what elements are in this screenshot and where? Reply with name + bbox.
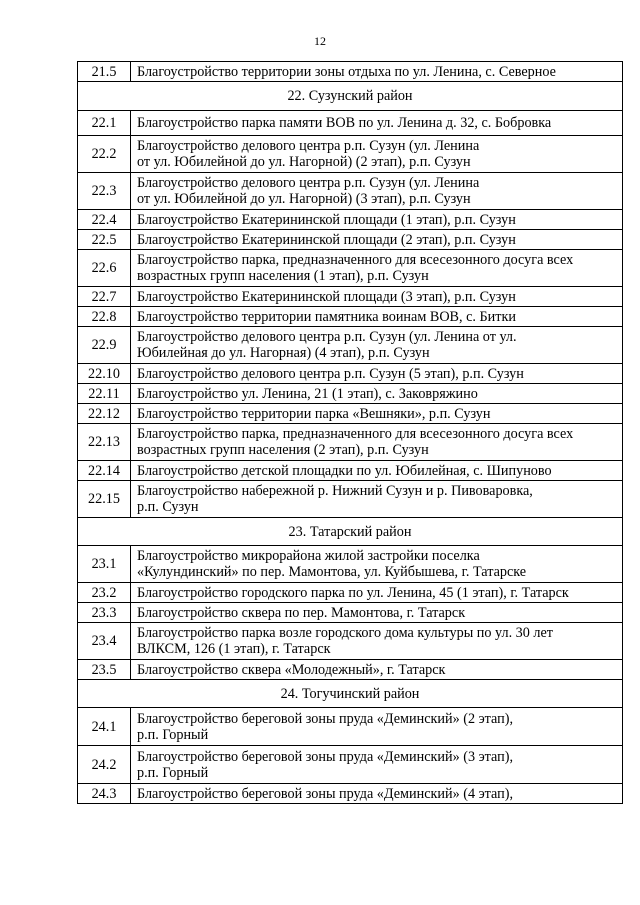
table-row <box>78 307 623 327</box>
table-row <box>78 230 623 250</box>
table-row <box>78 250 623 287</box>
item-number: 23.4 <box>78 623 131 660</box>
item-description: Благоустройство ул. Ленина, 21 (1 этап), с. Заковряжино <box>131 384 623 404</box>
item-description: Благоустройство микрорайона жилой застройки поселка «Кулундинский» по пер. Мамонтова, ул. Куйбышева, г. Татарске <box>131 546 623 583</box>
table-row <box>78 481 623 518</box>
item-number: 22.13 <box>78 424 131 461</box>
item-number: 22.14 <box>78 461 131 481</box>
item-number: 21.5 <box>78 62 131 82</box>
table-row <box>78 136 623 173</box>
table-row <box>78 546 623 583</box>
item-description: Благоустройство делового центра р.п. Сузун (ул. Ленина от ул. Юбилейная до ул. Нагорная) (4 этап), р.п. Сузун <box>131 327 623 364</box>
item-description: Благоустройство территории парка «Вешняки», р.п. Сузун <box>131 404 623 424</box>
item-description: Благоустройство набережной р. Нижний Сузун и р. Пивоваровка, р.п. Сузун <box>131 481 623 518</box>
item-number: 23.3 <box>78 603 131 623</box>
item-number: 22.2 <box>78 136 131 173</box>
item-number: 23.1 <box>78 546 131 583</box>
section-title: 24. Тогучинский район <box>78 680 623 708</box>
item-description: Благоустройство делового центра р.п. Сузун (ул. Ленина от ул. Юбилейной до ул. Нагорной) (3 этап), р.п. Сузун <box>131 173 623 210</box>
table-row <box>78 623 623 660</box>
item-description: Благоустройство парка памяти ВОВ по ул. Ленина д. 32, с. Бобровка <box>131 111 623 136</box>
item-number: 22.1 <box>78 111 131 136</box>
table-row <box>78 62 623 82</box>
section-header-row <box>78 680 623 708</box>
item-description: Благоустройство Екатерининской площади (3 этап), р.п. Сузун <box>131 287 623 307</box>
item-number: 22.15 <box>78 481 131 518</box>
item-number: 24.3 <box>78 784 131 804</box>
table-row <box>78 660 623 680</box>
item-description: Благоустройство сквера по пер. Мамонтова, г. Татарск <box>131 603 623 623</box>
item-number: 22.6 <box>78 250 131 287</box>
item-description: Благоустройство делового центра р.п. Сузун (5 этап), р.п. Сузун <box>131 364 623 384</box>
page-number: 12 <box>314 34 326 48</box>
table-row <box>78 784 623 804</box>
item-number: 23.2 <box>78 583 131 603</box>
item-description: Благоустройство парка, предназначенного для всесезонного досуга всех возрастных групп населения (1 этап), р.п. Сузун <box>131 250 623 287</box>
item-number: 22.8 <box>78 307 131 327</box>
item-number: 22.9 <box>78 327 131 364</box>
table-row <box>78 327 623 364</box>
item-description: Благоустройство делового центра р.п. Сузун (ул. Ленина от ул. Юбилейной до ул. Нагорной) (2 этап), р.п. Сузун <box>131 136 623 173</box>
item-number: 22.5 <box>78 230 131 250</box>
item-description: Благоустройство Екатерининской площади (2 этап), р.п. Сузун <box>131 230 623 250</box>
item-number: 24.2 <box>78 746 131 784</box>
item-number: 22.10 <box>78 364 131 384</box>
table-row <box>78 424 623 461</box>
table-row <box>78 746 623 784</box>
item-description: Благоустройство городского парка по ул. Ленина, 45 (1 этап), г. Татарск <box>131 583 623 603</box>
table-row <box>78 173 623 210</box>
table-row <box>78 603 623 623</box>
item-number: 24.1 <box>78 708 131 746</box>
item-number: 22.11 <box>78 384 131 404</box>
section-header-row <box>78 82 623 111</box>
table-row <box>78 210 623 230</box>
item-description: Благоустройство Екатерининской площади (1 этап), р.п. Сузун <box>131 210 623 230</box>
item-number: 22.3 <box>78 173 131 210</box>
item-number: 22.12 <box>78 404 131 424</box>
item-description: Благоустройство территории памятника воинам ВОВ, с. Битки <box>131 307 623 327</box>
item-number: 23.5 <box>78 660 131 680</box>
table-row <box>78 708 623 746</box>
table-row <box>78 384 623 404</box>
item-description: Благоустройство территории зоны отдыха по ул. Ленина, с. Северное <box>131 62 623 82</box>
projects-table <box>77 61 623 804</box>
section-title: 23. Татарский район <box>78 518 623 546</box>
item-description: Благоустройство береговой зоны пруда «Деминский» (3 этап), р.п. Горный <box>131 746 623 784</box>
item-description: Благоустройство парка возле городского дома культуры по ул. 30 лет ВЛКСМ, 126 (1 этап), г. Татарск <box>131 623 623 660</box>
item-description: Благоустройство парка, предназначенного для всесезонного досуга всех возрастных групп населения (2 этап), р.п. Сузун <box>131 424 623 461</box>
table-row <box>78 364 623 384</box>
item-number: 22.4 <box>78 210 131 230</box>
table-row <box>78 404 623 424</box>
section-title: 22. Сузунский район <box>78 82 623 111</box>
table-row <box>78 583 623 603</box>
table-row <box>78 461 623 481</box>
item-number: 22.7 <box>78 287 131 307</box>
table-body <box>78 62 623 804</box>
table-row <box>78 287 623 307</box>
item-description: Благоустройство сквера «Молодежный», г. Татарск <box>131 660 623 680</box>
item-description: Благоустройство детской площадки по ул. Юбилейная, с. Шипуново <box>131 461 623 481</box>
section-header-row <box>78 518 623 546</box>
item-description: Благоустройство береговой зоны пруда «Деминский» (4 этап), <box>131 784 623 804</box>
item-description: Благоустройство береговой зоны пруда «Деминский» (2 этап), р.п. Горный <box>131 708 623 746</box>
table-row <box>78 111 623 136</box>
